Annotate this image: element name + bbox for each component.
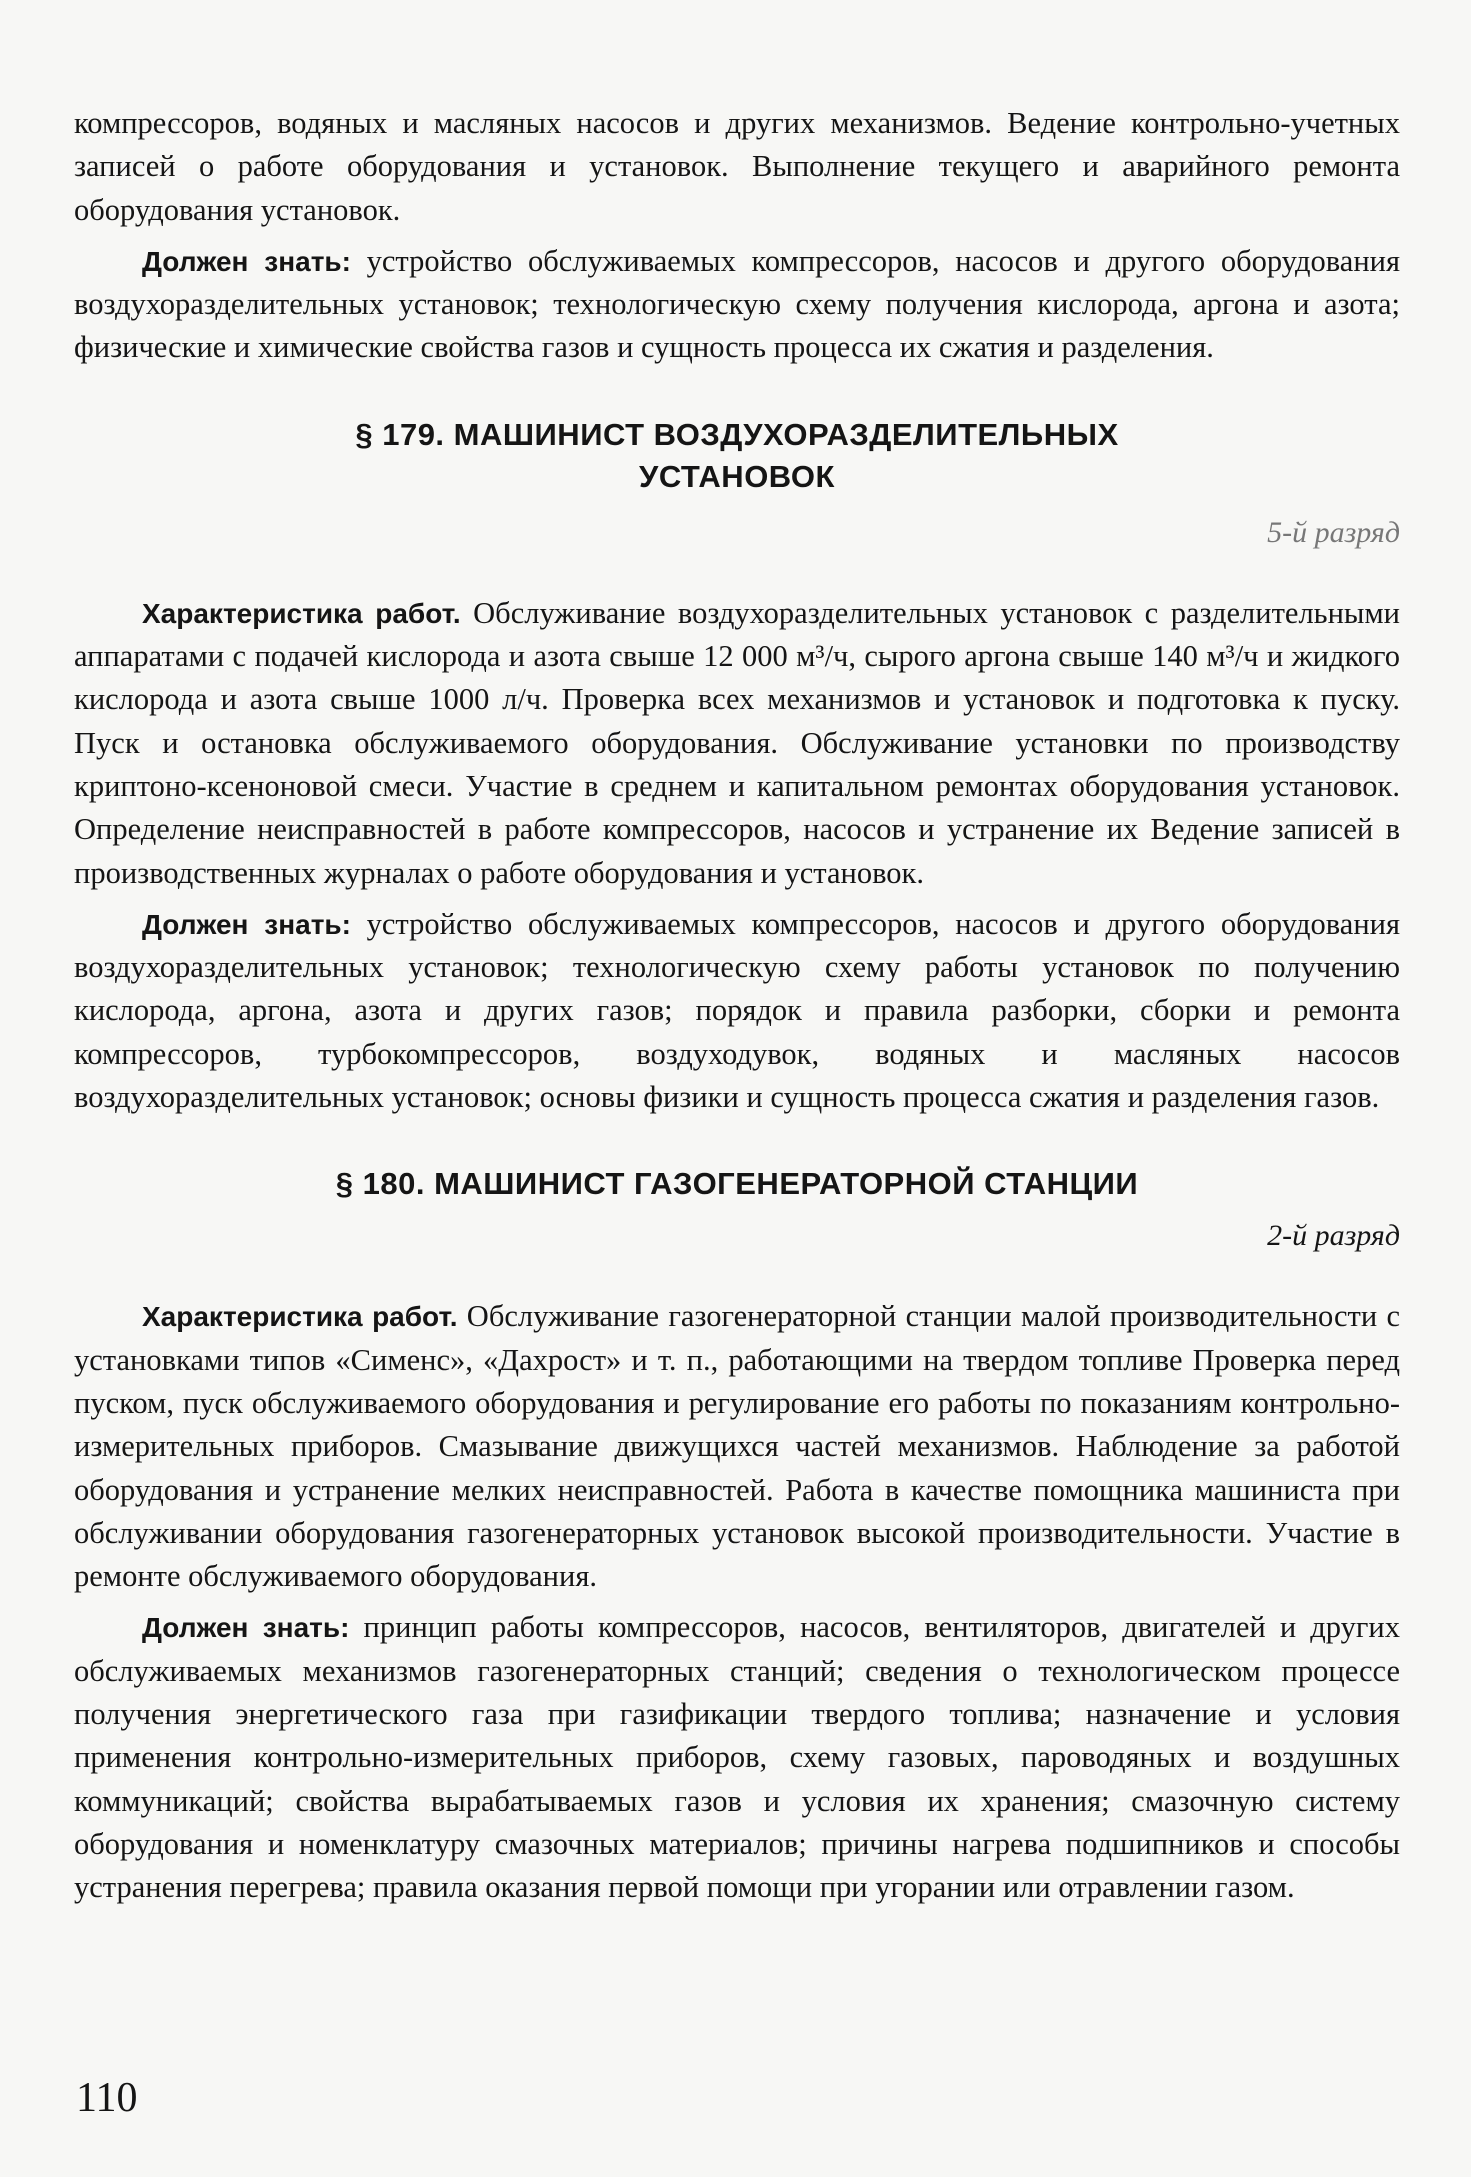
intro-knowledge-paragraph	[74, 240, 1400, 370]
characteristics-text: Обслуживание воздухоразделительных установок с разделительными аппаратами с подачей кислорода и азота свыше 12 000 м³/ч, сырого аргона свыше 140 м³/ч и жидкого кислорода и азота свыше 1000 л/ч. Проверка всех механизмов и установок и подготовка к пуску. Пуск и остановка обслуживаемого оборудования. Обслуживание установки по производству криптоно-ксеноновой смеси. Участие в среднем и капитальном ремонтах оборудования установок. Определение неисправностей в работе компрессоров, насосов и устранение их Ведение записей в производственных журналах о работе оборудования и установок.	[74, 595, 1401, 890]
characteristics-lead: Характеристика работ.	[142, 597, 461, 629]
section-179-rank: 5-й разряд	[1267, 515, 1400, 549]
knowledge-lead: Должен знать:	[142, 908, 351, 940]
knowledge-text: принцип работы компрессоров, насосов, вентиляторов, двигателей и других обслуживаемых механизмов газогенераторных станций; сведения о технологическом процессе получения энергетического газа при газификации твердого топлива; назначение и условия применения контрольно-измерительных приборов, схему газовых, пароводяных и воздушных коммуникаций; свойства вырабатываемых газов и условия их хранения; смазочную систему оборудования и номенклатуру смазочных материалов; причины нагрева подшипников и способы устранения перегрева; правила оказания первой помощи при угорании или отравлении газом.	[74, 1610, 1400, 1905]
section-180-rank: 2-й разряд	[1267, 1219, 1400, 1253]
page-number: 110	[76, 2075, 138, 2121]
section-179-characteristics	[74, 592, 1400, 895]
section-179-title-line1: § 179. МАШИНИСТ ВОЗДУХОРАЗДЕЛИТЕЛЬНЫХ	[355, 416, 1119, 452]
knowledge-lead: Должен знать:	[142, 1612, 350, 1644]
knowledge-lead: Должен знать:	[142, 245, 351, 277]
section-180-characteristics	[74, 1295, 1400, 1598]
section-179-knowledge	[74, 903, 1400, 1119]
characteristics-text: Обслуживание газогенераторной станции малой производительности с установками типов «Сименс», «Дахрост» и т. п., работающими на твердом топливе Проверка перед пуском, пуск обслуживаемого оборудования и регулирование его работы по показаниям контрольно-измерительных приборов. Смазывание движущихся частей механизмов. Наблюдение за работой оборудования и устранение мелких неисправностей. Работа в качестве помощника машиниста при обслуживании оборудования газогенераторных установок высокой производительности. Участие в ремонте обслуживаемого оборудования.	[74, 1299, 1400, 1594]
characteristics-lead: Характеристика работ.	[142, 1301, 458, 1333]
section-180-knowledge	[74, 1606, 1400, 1909]
section-179-title	[74, 414, 1400, 498]
knowledge-text: устройство обслуживаемых компрессоров, насосов и другого оборудования воздухоразделительных установок; технологическую схему работы установок по получению кислорода, аргона, азота и других газов; порядок и правила разборки, сборки и ремонта компрессоров, турбокомпрессоров, воздуходувок, водяных и масляных насосов воздухоразделительных установок; основы физики и сущность процесса сжатия и разделения газов.	[74, 906, 1400, 1115]
section-180-title: § 180. МАШИНИСТ ГАЗОГЕНЕРАТОРНОЙ СТАНЦИИ	[335, 1166, 1139, 1202]
intro-paragraph: компрессоров, водяных и масляных насосов и других механизмов. Ведение контрольно-учетных записей о работе оборудования и установок. Выполнение текущего и аварийного ремонта оборудования установок.	[74, 106, 1400, 227]
knowledge-text: устройство обслуживаемых компрессоров, насосов и другого оборудования воздухоразделительных установок; технологическую схему получения кислорода, аргона и азота; физические и химические свойства газов и сущность процесса их сжатия и разделения.	[74, 243, 1400, 365]
page-body	[74, 102, 1400, 1910]
section-179-title-line2: УСТАНОВОК	[639, 458, 835, 494]
